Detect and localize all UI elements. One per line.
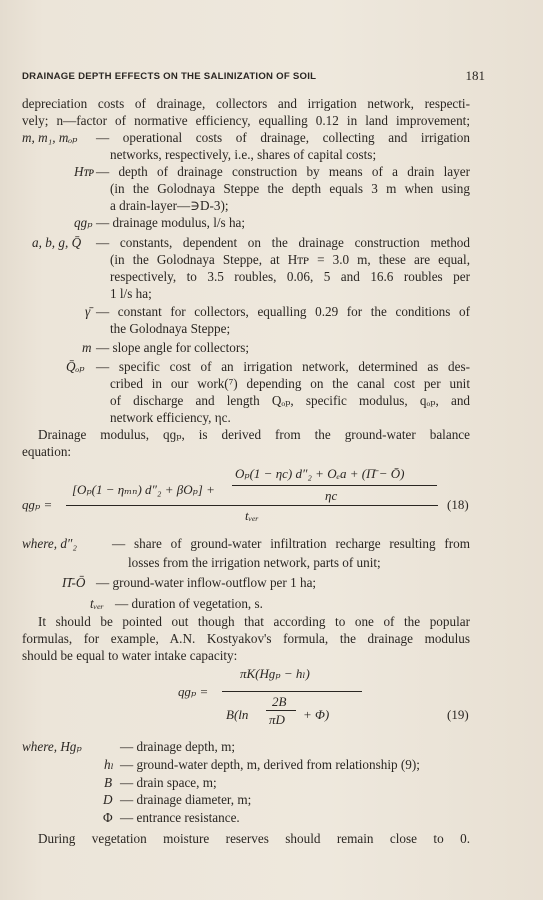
def-term: m, m₁, mₒₚ bbox=[22, 130, 78, 145]
eq19-main-fraction-bar bbox=[222, 691, 362, 692]
def-line: respectively, to 3.5 roubles, 0.06, 5 and 16.6 roubles per bbox=[110, 269, 470, 284]
page-number: 181 bbox=[465, 68, 485, 83]
def-term: a, b, g, Q̄ bbox=[32, 235, 82, 250]
eq18-number: (18) bbox=[447, 497, 469, 512]
where-line: — share of ground-water infiltration recharge resulting from bbox=[112, 536, 470, 551]
eq19-number: (19) bbox=[447, 707, 469, 722]
where-term: tᵥₑᵣ bbox=[90, 596, 105, 611]
def-line: a drain-layer—∋D-3); bbox=[110, 198, 229, 213]
def-term: m bbox=[82, 340, 92, 355]
def-line: — constants, dependent on the drainage construction method bbox=[96, 235, 470, 250]
closing-line-1: During vegetation moisture reserves should remain close to 0. bbox=[38, 831, 470, 846]
def-term: γ̄ bbox=[85, 304, 91, 319]
eq19-inner-numerator: 2B bbox=[272, 694, 287, 709]
eq19-inner-denominator: πD bbox=[269, 712, 285, 727]
def-line: networks, respectively, i.e., shares of capital costs; bbox=[110, 147, 377, 162]
eq18-numerator-left: [Oₚ(1 − ηₘₙ) d″₂ + βOₚ] + bbox=[72, 482, 215, 497]
where-line: — ground-water depth, m, derived from relationship (9); bbox=[120, 757, 420, 772]
def-line: — constant for collectors, equalling 0.29 for the conditions of bbox=[96, 304, 470, 319]
def-line: — operational costs of drainage, collecting and irrigation bbox=[96, 130, 470, 145]
para3-line-1: It should be pointed out though that according to one of the popular bbox=[38, 614, 470, 629]
def-line: of discharge and length Qₒₚ, specific modulus, qₒₚ, and bbox=[110, 393, 470, 408]
para3-line-3: should be equal to water intake capacity: bbox=[22, 648, 238, 663]
para2-line-1: Drainage modulus, qɡₚ, is derived from the ground-water balance bbox=[38, 427, 470, 442]
def-line: the Golodnaya Steppe; bbox=[110, 321, 231, 336]
where-term: hₗ bbox=[104, 757, 114, 772]
running-header bbox=[22, 68, 485, 84]
def-line: (in the Golodnaya Steppe the depth equals 3 m when using bbox=[110, 181, 470, 196]
where-line: — ground-water inflow-outflow per 1 ha; bbox=[96, 575, 317, 590]
eq19-inner-fraction-bar bbox=[266, 710, 296, 711]
eq19-lhs: qɡₚ = bbox=[178, 684, 209, 699]
intro-line-2: vely; n—factor of normative efficiency, equalling 0.12 in land improvement; bbox=[22, 113, 470, 128]
where-term: where, d″₂ bbox=[22, 536, 78, 551]
def-line: — drainage modulus, l/s ha; bbox=[96, 215, 246, 230]
where-line: — duration of vegetation, s. bbox=[115, 596, 263, 611]
eq18-denominator: tᵥₑᵣ bbox=[245, 508, 259, 523]
where-line: — drainage diameter, m; bbox=[120, 792, 252, 807]
def-line: — specific cost of an irrigation network, determined as des- bbox=[96, 359, 470, 374]
eq18-inner-fraction-bar bbox=[232, 485, 437, 486]
eq18-main-fraction-bar bbox=[66, 505, 438, 506]
para2-line-2: equation: bbox=[22, 444, 72, 459]
def-line: (in the Golodnaya Steppe, at Hᴛᴘ = 3.0 m, these are equal, bbox=[110, 252, 470, 267]
where-line: losses from the irrigation network, parts of unit; bbox=[128, 555, 381, 570]
def-line: cribed in our work(⁷) depending on the canal cost per unit bbox=[110, 376, 470, 391]
def-term: Hᴛᴘ bbox=[74, 164, 94, 179]
def-line: network efficiency, ηc. bbox=[110, 410, 231, 425]
where-line: — entrance resistance. bbox=[120, 810, 240, 825]
eq18-inner-numerator: Oₚ(1 − ηc) d″₂ + Oₑa + (Π̄ − Ō) bbox=[235, 466, 405, 481]
para3-line-2: formulas, for example, A.N. Kostyakov's formula, the drainage modulus bbox=[22, 631, 470, 646]
header-title: DRAINAGE DEPTH EFFECTS ON THE SALINIZATION OF SOIL bbox=[22, 71, 317, 82]
eq18-inner-denominator: ηc bbox=[325, 488, 338, 503]
def-line: — depth of drainage construction by means of a drain layer bbox=[96, 164, 470, 179]
eq18-lhs: qɡₚ = bbox=[22, 497, 53, 512]
def-term: Q̄ₒₚ bbox=[66, 359, 85, 374]
eq19-numerator: πK(Hɡₚ − hₗ) bbox=[240, 666, 310, 681]
where-line: — drain space, m; bbox=[120, 775, 217, 790]
def-line: 1 l/s ha; bbox=[110, 286, 152, 301]
eq19-denominator-right: + Φ) bbox=[303, 707, 330, 722]
where-term: Π̄-Ō bbox=[62, 575, 86, 590]
where-term: Φ bbox=[103, 810, 113, 825]
where-line: — drainage depth, m; bbox=[120, 739, 235, 754]
where-term: where, Hɡₚ bbox=[22, 739, 82, 754]
def-term: qɡₚ bbox=[74, 215, 93, 230]
intro-line-1: depreciation costs of drainage, collectors and irrigation network, respecti- bbox=[22, 96, 470, 111]
where-term: B bbox=[104, 775, 113, 790]
where-term: D bbox=[103, 792, 113, 807]
eq19-denominator-left: B(ln bbox=[226, 707, 249, 722]
def-line: — slope angle for collectors; bbox=[96, 340, 250, 355]
